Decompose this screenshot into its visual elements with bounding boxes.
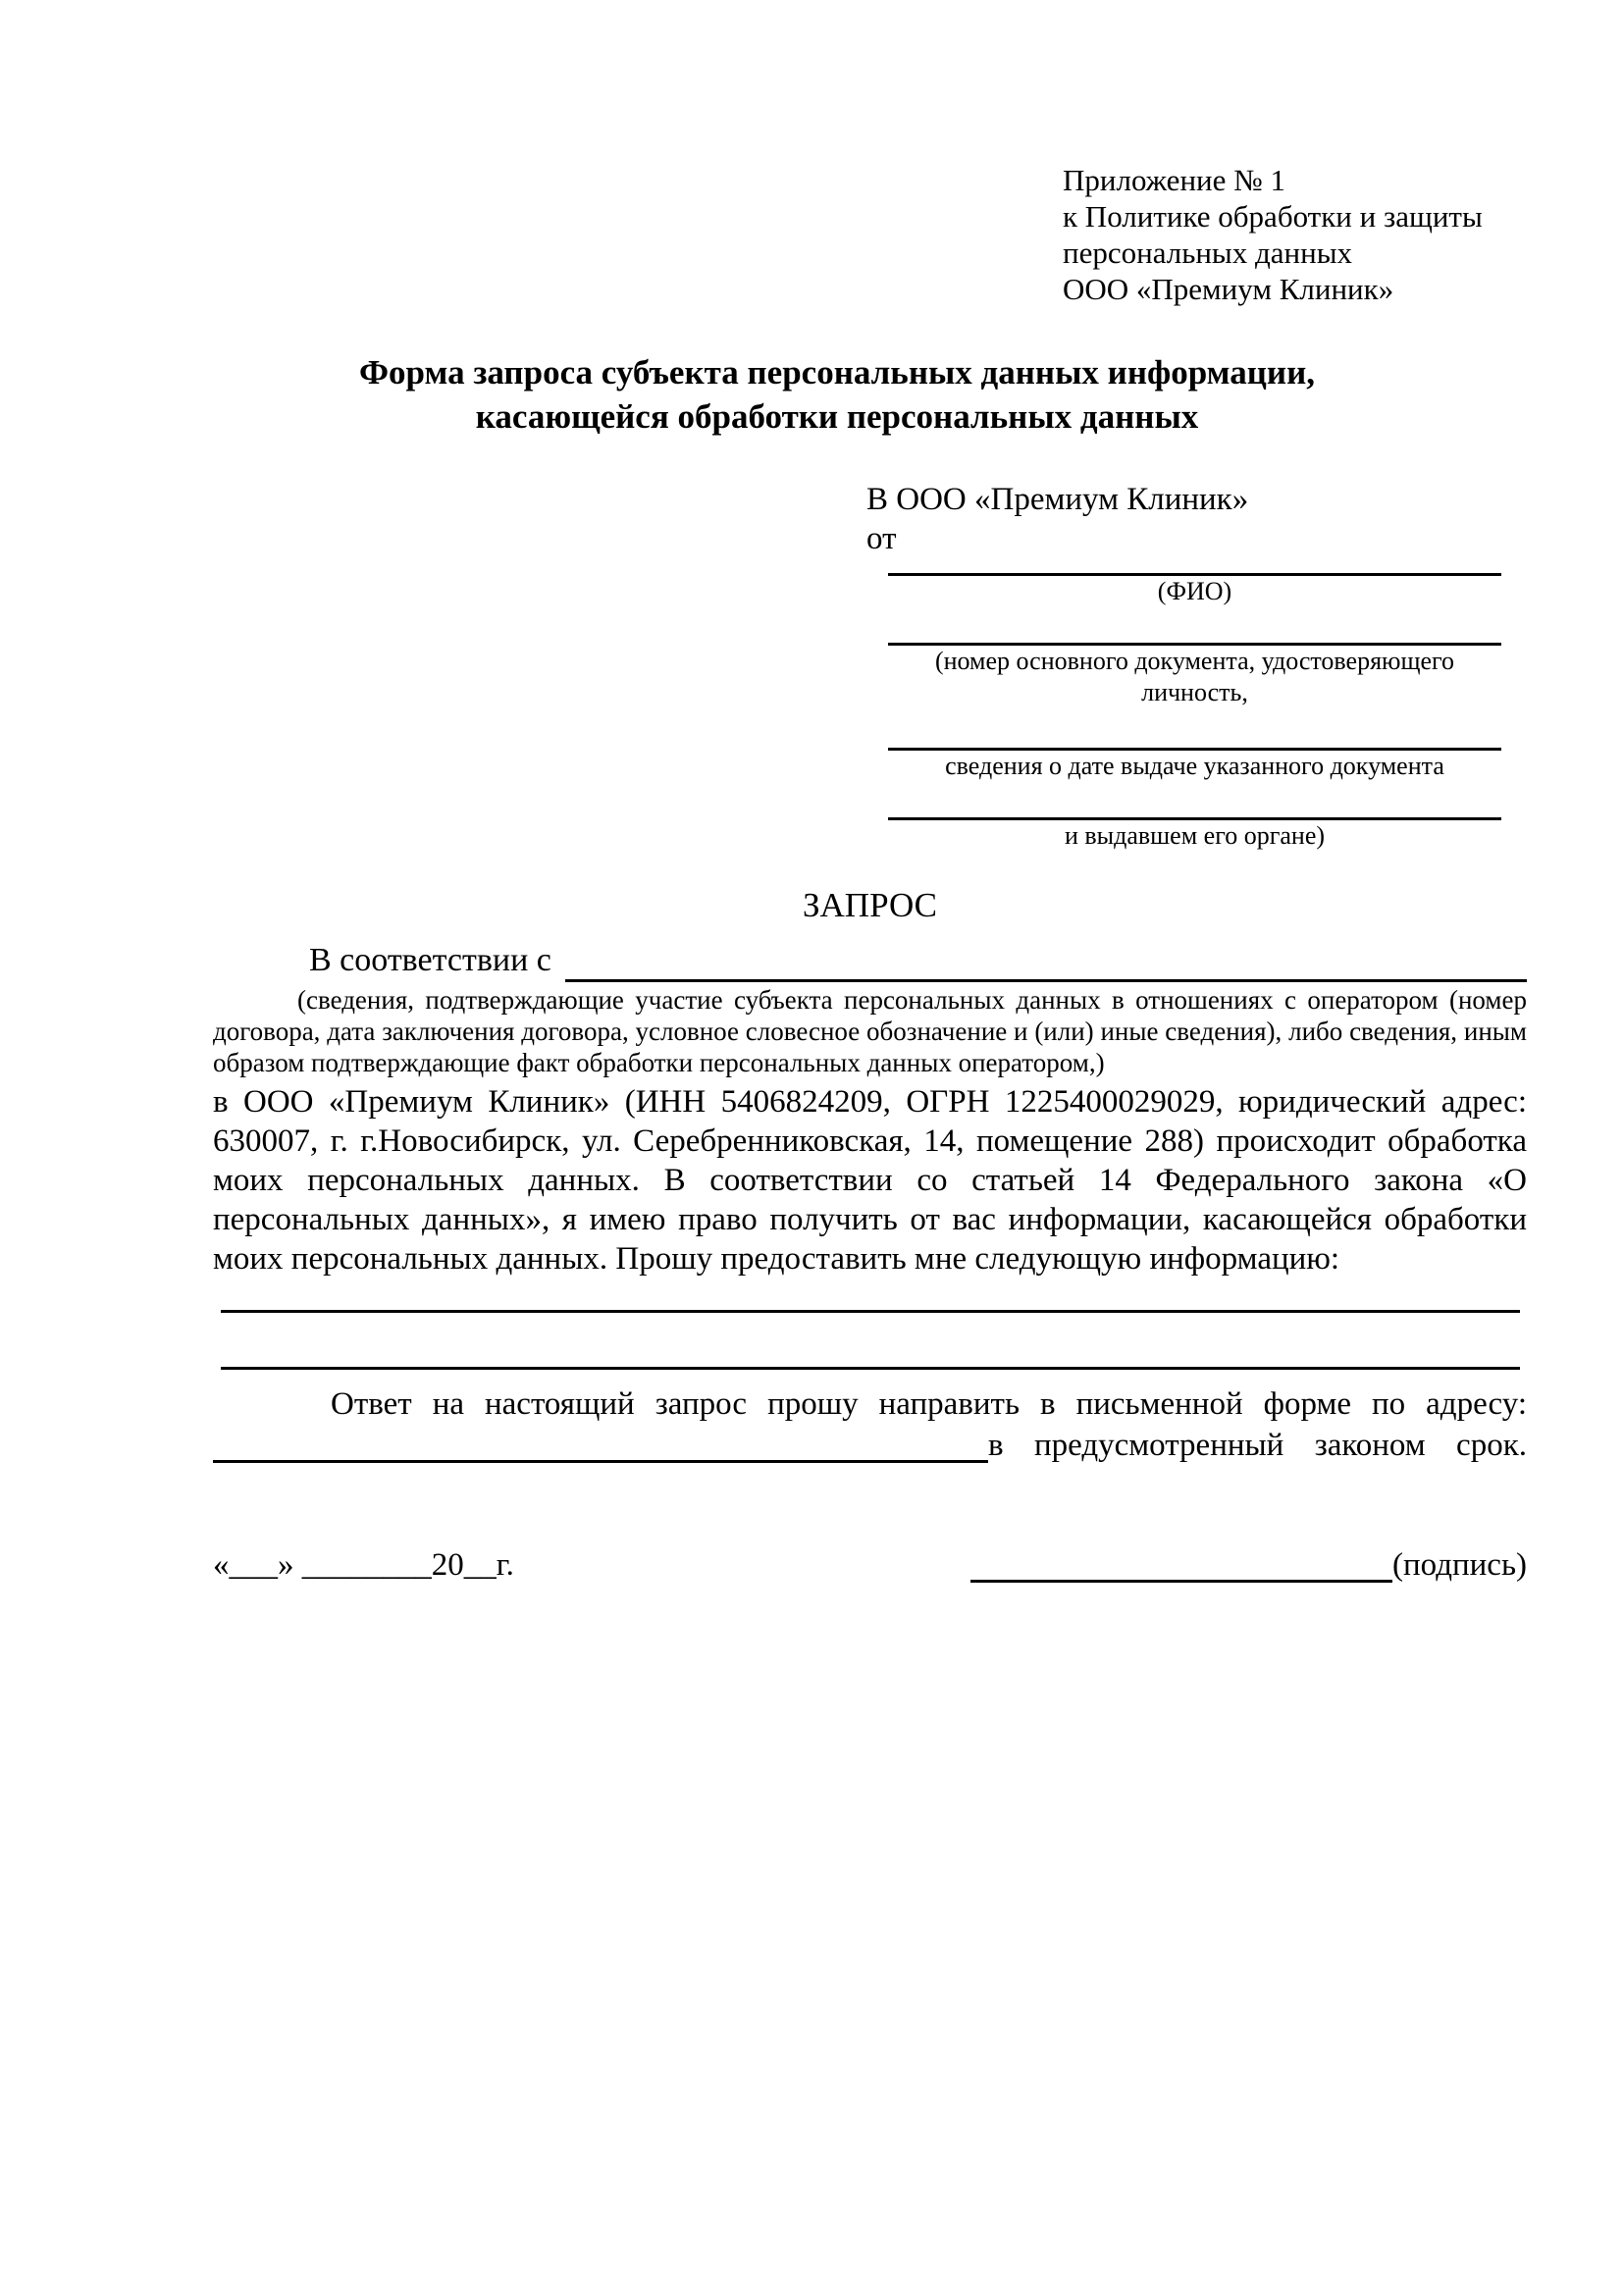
accordance-line — [213, 939, 1527, 982]
fio-blank-line — [888, 558, 1501, 576]
reply-text-suffix: в предусмотренный законом срок. — [988, 1428, 1527, 1463]
reply-address-blank-line — [213, 1433, 988, 1463]
signature-blank-line — [970, 1552, 1392, 1583]
accordance-prefix: В соответствии с — [309, 942, 551, 978]
addressee-block — [866, 480, 1504, 852]
document-title — [147, 350, 1527, 439]
addressee-to: В ООО «Премиум Клиник» — [866, 482, 1249, 517]
accordance-blank-line — [565, 942, 1527, 982]
addressee-from: от — [866, 521, 897, 556]
issuing-authority-blank-line — [888, 782, 1501, 820]
date-signature-row — [213, 1544, 1527, 1586]
accordance-fine-print: (сведения, подтверждающие участие субъекта персональных данных в отношениях с оператором (номер договора, дата заключения договора, условное словесное обозначение и (или) иные сведения), либо сведения, иным образом подтверждающие факт обработки персональных данных оператором,) — [213, 985, 1527, 1077]
issue-date-blank-line — [888, 708, 1501, 751]
id-document-blank-line — [888, 607, 1501, 646]
id-document-caption: (номер основного документа, удостоверяющего личность, — [934, 647, 1455, 706]
date-placeholder: «___» ________20__г. — [213, 1547, 514, 1583]
fio-caption: (ФИО) — [1157, 577, 1232, 605]
appendix-header — [1063, 162, 1564, 307]
appendix-header-line: персональных данных — [1063, 235, 1353, 270]
signature-group — [970, 1544, 1527, 1586]
issue-date-caption: сведения о дате выдаче указанного документа — [945, 752, 1444, 780]
appendix-header-line: Приложение № 1 — [1063, 163, 1285, 197]
issuing-authority-caption: и выдавшем его органе) — [1064, 821, 1326, 850]
reply-paragraph — [213, 1383, 1527, 1466]
document-title-line: касающейся обработки персональных данных — [475, 397, 1199, 436]
info-blank-line-2 — [221, 1367, 1520, 1370]
reply-text: Ответ на настоящий запрос прошу направить в письменной форме по адресу: — [331, 1386, 1527, 1422]
document-title-line: Форма запроса субъекта персональных данных информации, — [358, 353, 1316, 391]
signature-caption: (подпись) — [1392, 1547, 1527, 1583]
request-body-paragraph: в ООО «Премиум Клиник» (ИНН 5406824209, ОГРН 1225400029029, юридический адрес: 630007, г. г.Новосибирск, ул. Серебренниковская, 14, помещение 288) происходит обработка моих персональных данных. В соответствии со статьей 14 Федерального закона «О персональных данных», я имею право получить от вас информации, касающейся обработки моих персональных данных. Прошу предоставить мне следующую информацию: — [213, 1084, 1527, 1277]
appendix-header-line: ООО «Премиум Клиник» — [1063, 272, 1394, 306]
info-blank-line-1 — [221, 1310, 1520, 1313]
appendix-header-line: к Политике обработки и защиты — [1063, 199, 1483, 234]
request-heading: ЗАПРОС — [802, 886, 938, 924]
